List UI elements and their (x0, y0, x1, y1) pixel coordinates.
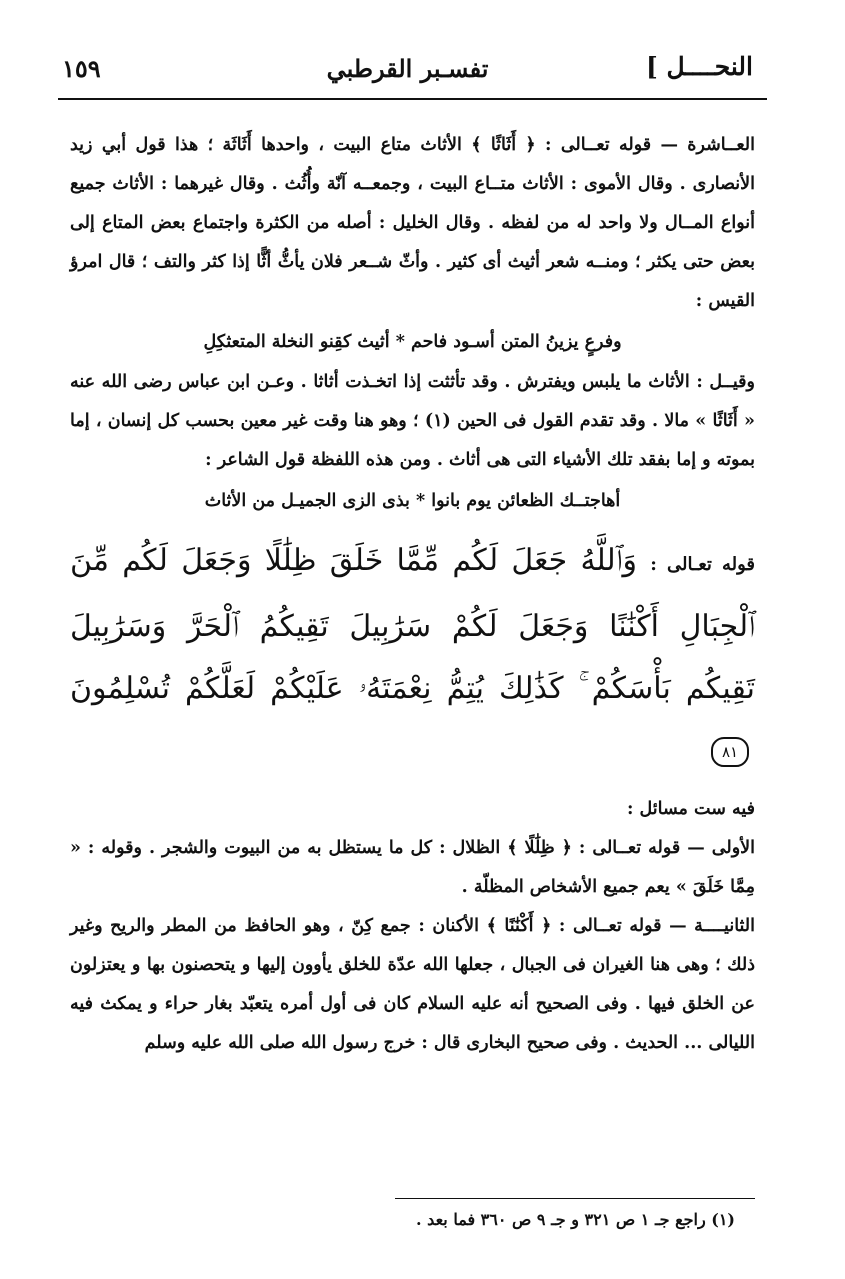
page-header (62, 50, 753, 96)
issues-heading: فيه ست مسائل : (626, 799, 755, 819)
footnote-divider (395, 1198, 755, 1199)
paragraph-second-issue: الثانيــــة — قوله تعــالى : ﴿ أَكْنَٰنًا ﴾ الأكنان : جمع كِنّ ، وهو الحافظ من المطر والريح وغير ذلك ؛ وهى هنا الغيران فى الجبال ، جعلها الله عدّة للخلق يأوون إليها و يتحصنون بها و يعتزلون عن الخلق فيها . وفى الصحيح أنه عليه السلام كان فى أول أمره يتعبّد بغار حراء و يمكث فيه الليالى ... الحديث . وفى صحيح البخارى قال : خرج رسول الله صلى الله عليه وسلم (70, 916, 755, 1053)
paragraph-first-issue: الأولى — قوله تعــالى : ﴿ ظِلَٰلًا ﴾ الظلال : كل ما يستظل به من البيوت والشجر . وقوله : « مِمَّا خَلَقَ » يعم جميع الأشخاص المظلّة . (70, 838, 755, 897)
poetry-verse-1: وفرعٍ يزينُ المتن أسـود فاحم * أثيث كقِنو النخلة المتعثكِلِ (203, 332, 622, 352)
poetry-verse-2: أهاجتــك الظعائن يوم بانوا * بذى الزى الجميـل من الأثاث (204, 491, 621, 511)
ayah-number-badge: ٨١ (711, 737, 749, 767)
quran-text: وَٱللَّهُ جَعَلَ لَكُم مِّمَّا خَلَقَ ظِلَٰلًا وَجَعَلَ لَكُم مِّنَ ٱلْجِبَالِ أَكْنَٰنًا وَجَعَلَ لَكُمْ سَرَٰبِيلَ تَقِيكُمُ ٱلْحَرَّ وَسَرَٰبِيلَ تَقِيكُم بَأْسَكُمْ ۚ كَذَٰلِكَ يُتِمُّ نِعْمَتَهُۥ عَلَيْكُمْ لَعَلَّكُمْ تُسْلِمُونَ (70, 543, 755, 706)
paragraph-tenth: العــاشرة — قوله تعــالى : ﴿ أَثَاثًا ﴾ الأثاث متاع البيت ، واحدها أَثَاثَة ؛ هذا قول أبي زيد الأنصارى . وقال الأموى : الأثاث متــاع البيت ، وجمعــه آنّة وأُثُث . وقال غيرهما : الأثاث جميع أنواع المــال ولا واحد له من لفظه . وقال الخليل : أصله من الكثرة واجتماع بعض المتاع إلى بعض حتى يكثر ؛ ومنــه شعر أثيث أى كثير . وأثّ شــعر فلان يأثُّ أثًّا إذا كثر والتف ؛ قال امرؤ القيس : (70, 135, 755, 311)
quran-ayah (70, 530, 755, 782)
page-number: ١٥٩ (62, 54, 101, 83)
paragraph-athath: وقيــل : الأثاث ما يلبس ويفترش . وقد تأثثت إذا اتخـذت أثاثا . وعـن ابن عباس رضى الله عنه « أَثَاثًا » مالا . وقد تقدم القول فى الحين (١) ؛ وهو هنا وقت غير معين بحسب كل إنسان ، إما بموته و إما بفقد تلك الأشياء التى هى أثاث . ومن هذه اللفظة قول الشاعر : (70, 372, 755, 470)
surah-title: النحــــل ] (645, 52, 753, 81)
footnote: (١) راجع جـ ١ ص ٣٢١ و جـ ٩ ص ٣٦٠ فما بعد . (416, 1210, 735, 1229)
quran-intro: قوله تعـالى : (650, 554, 755, 575)
header-divider (58, 98, 767, 100)
page-body (70, 126, 755, 1063)
book-title: تفسـبر القرطبي (326, 54, 489, 83)
